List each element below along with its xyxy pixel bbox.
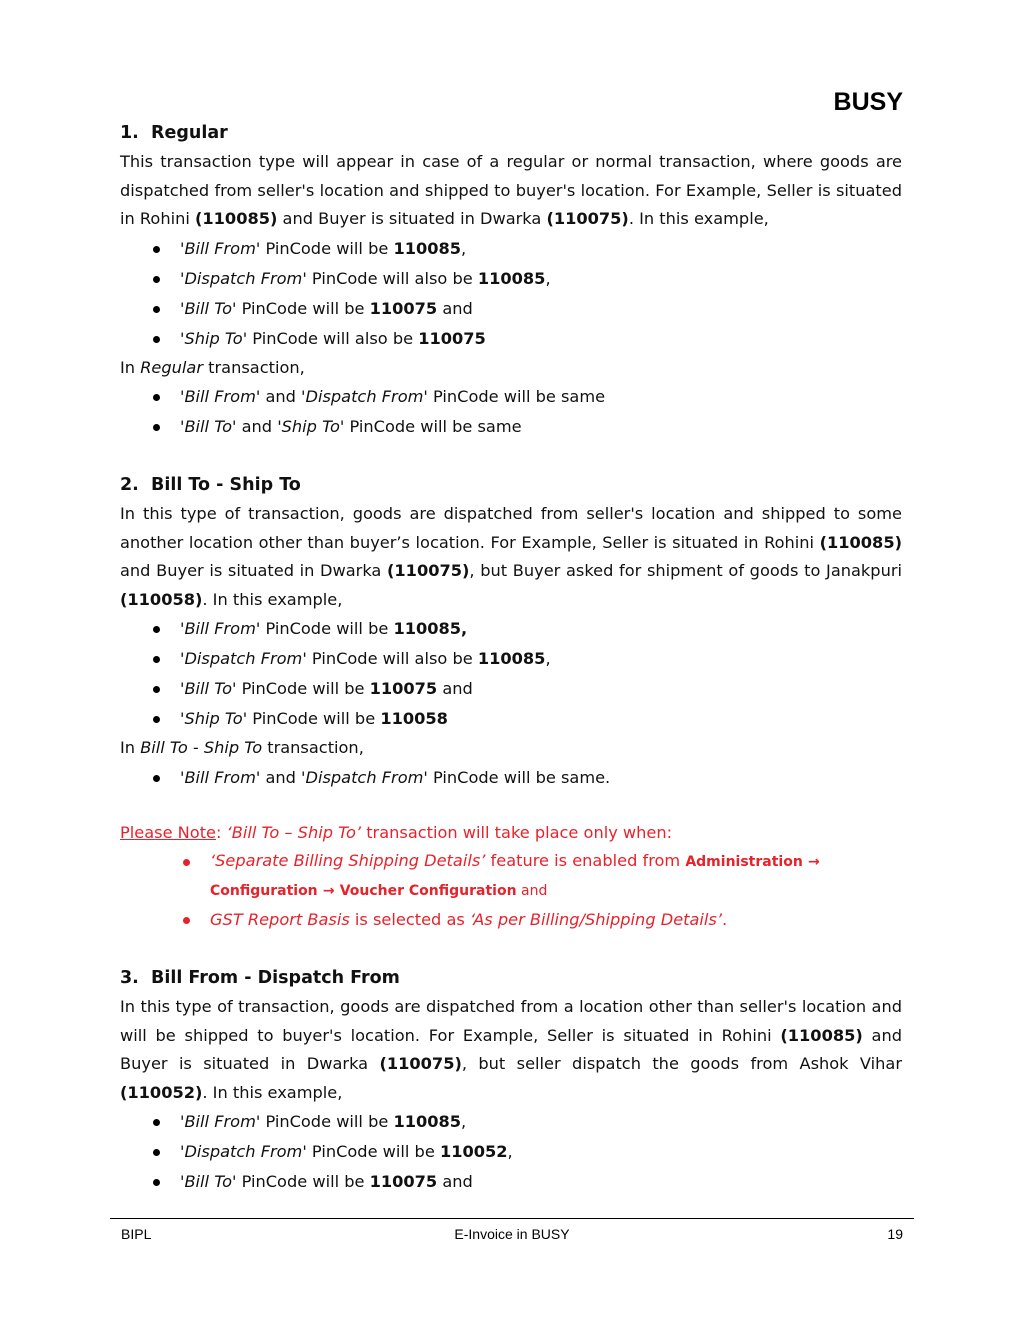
section-heading-regular: 1. Regular	[120, 123, 228, 143]
arrow-icon: →	[322, 883, 335, 899]
section-paragraph: In this type of transaction, goods are dispatched from seller's location and shipped to some another location other than buyer’s location. For Example, Seller is situated in Rohini (110085) and Buyer is situated in Dwarka (110075), but Buyer asked for shipment of goods to Janakpuri (110058). In this example,	[120, 504, 902, 609]
list-item: 'Ship To' PinCode will be 110058	[120, 704, 902, 734]
arrow-icon: →	[807, 854, 820, 870]
list-item: 'Bill From' PinCode will be 110085,	[120, 1107, 902, 1137]
list-item: 'Bill To' PinCode will be 110075 and	[120, 294, 902, 324]
bullet-list	[120, 382, 902, 442]
bullet-list	[120, 234, 902, 354]
section-heading-bill-to-ship-to: 2. Bill To - Ship To	[120, 475, 301, 495]
footer-company: BIPL	[121, 1226, 152, 1242]
section-paragraph: In this type of transaction, goods are dispatched from a location other than seller's location and will be shipped to buyer's location. For Example, Seller is situated in Rohini (110085) and Buyer is situated in Dwarka (110075), but seller dispatch the goods from Ashok Vihar (110052). In this example,	[120, 997, 902, 1102]
list-item: 'Bill From' PinCode will be 110085,	[120, 234, 902, 264]
list-item: 'Dispatch From' PinCode will be 110052,	[120, 1137, 902, 1167]
list-item: 'Bill From' and 'Dispatch From' PinCode will be same.	[120, 763, 902, 793]
bullet-list	[120, 763, 902, 793]
list-item: 'Bill From' and 'Dispatch From' PinCode will be same	[120, 382, 902, 412]
list-item: 'Ship To' PinCode will also be 110075	[120, 324, 902, 354]
list-item: 'Bill From' PinCode will be 110085,	[120, 614, 902, 644]
list-item: 'Bill To' and 'Ship To' PinCode will be same	[120, 412, 902, 442]
list-item: 'Bill To' PinCode will be 110075 and	[120, 674, 902, 704]
list-item: 'Dispatch From' PinCode will also be 110085,	[120, 264, 902, 294]
list-item: 'Dispatch From' PinCode will also be 110085,	[120, 644, 902, 674]
footer-divider	[110, 1218, 914, 1219]
bullet-list	[120, 1107, 902, 1197]
please-note-label: Please Note	[120, 822, 216, 842]
summary-intro: In Regular transaction,	[120, 357, 305, 377]
section-heading-bill-from-dispatch-from: 3. Bill From - Dispatch From	[120, 968, 400, 988]
list-item: 'Bill To' PinCode will be 110075 and	[120, 1167, 902, 1197]
please-note: Please Note: ‘Bill To – Ship To’ transaction will take place only when:	[120, 822, 673, 842]
footer-title: E-Invoice in BUSY	[454, 1226, 570, 1242]
section-paragraph: This transaction type will appear in case of a regular or normal transaction, where goods are dispatched from seller's location and shipped to buyer's location. For Example, Seller is situated in Rohini (110085) and Buyer is situated in Dwarka (110075). In this example,	[120, 152, 902, 228]
list-item: GST Report Basis is selected as ‘As per Billing/Shipping Details’.	[120, 905, 902, 935]
brand-header: BUSY	[833, 88, 903, 116]
summary-intro: In Bill To - Ship To transaction,	[120, 738, 364, 757]
note-list	[120, 847, 902, 935]
page-number: 19	[887, 1226, 903, 1242]
list-item: ‘Separate Billing Shipping Details’ feature is enabled from Administration → Configuration → Voucher Configuration and	[120, 847, 902, 905]
document-body	[120, 118, 902, 1197]
bullet-list	[120, 614, 902, 734]
